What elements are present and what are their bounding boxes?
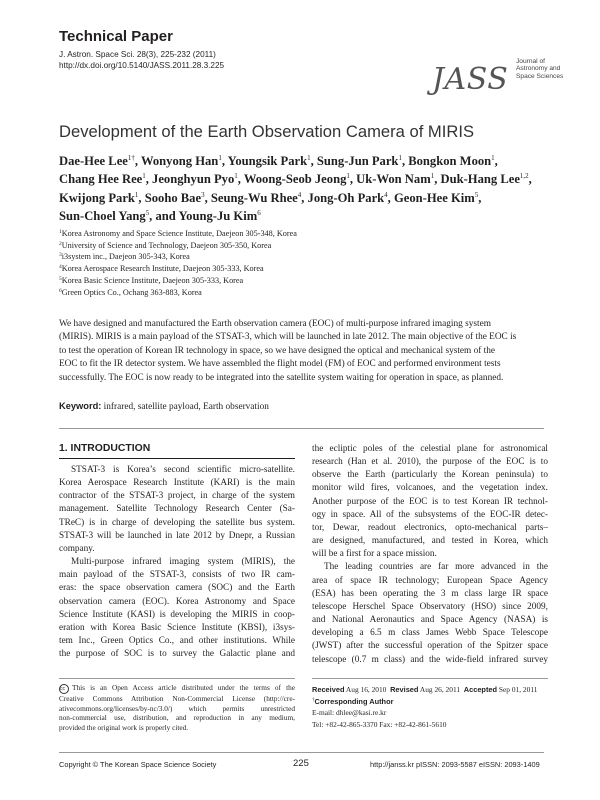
author-name: Youngsik Park [227,154,308,168]
affil-number: 4 [59,264,62,271]
author-name: Wonyong Han [140,154,219,168]
footnote-divider [59,678,295,679]
text-line: The leading countries are far more advanced in the [324,562,548,573]
text-line: are designed, manufactured, and tested in Korea, which [312,536,548,547]
affiliation [59,287,297,299]
author-line: Chang Hee Ree$^1$, Jeonghyun Pyo$^1$, Woong-Seob Jeong$^1$, Uk-Won Nam$^1$, Duk-Hang Lee$^{1,2}$, [59,172,532,187]
article-history [312,684,548,730]
affil-number: 5 [59,275,62,282]
author-affil-mark: 5 [145,209,150,218]
affil-text: Korea Aerospace Research Institute, Daejeon 305-333, Korea [61,264,264,274]
text-line: Science Institute (KASI) is developing the MIRIS in coop- [59,609,295,620]
text-line: observe the Earth (particularly the Korean peninsula) to [312,470,548,481]
author-name: Sun-Choel Yang [59,209,146,224]
license-line: provided the original work is properly cited. [59,722,189,732]
doi-link[interactable]: http://dx.doi.org/10.5140/JASS.2011.28.3.225 [59,61,225,70]
text-line: will be a first for a space mission. [312,549,437,560]
author-affil-mark: 4 [297,190,302,199]
abstract-line: EOC to fit the IR detector system. We have assembled the flight model (FM) of EOC and performed environment tests [59,359,501,370]
abstract-line: successfully. The EOC is now ready to be integrated into the satellite system waiting for operation in space, as planned. [59,372,504,383]
text-line: eras: the space observation camera (SOC) and the Earth [59,583,295,594]
text-line: (ESA) has been operating the 3 m class large IR space [312,588,548,599]
author-affil-mark: 1 [430,172,435,181]
affiliation [59,275,297,287]
affil-number: 3 [59,252,62,259]
author-name: Seung-Wu Rhee [210,190,298,205]
author-list [59,152,559,226]
section-heading: 1. INTRODUCTION [59,443,151,454]
text-line: tor, Dewar, readout electronics, opto-mechanical parts– [312,522,548,533]
text-line: and National Aeronautics and Space Agency (NASA) is [312,615,548,626]
text-line: STSAT-3 is Korea’s second scientific micro-satellite. [71,465,295,475]
email[interactable]: E-mail: dhlee@kasi.re.kr [312,708,387,718]
author-name: Sung-Jun Park [316,154,399,168]
author-name: Bongkon Moon [408,154,492,168]
text-line: contractor of the STSAT-3 project, in charge of the system [59,491,295,502]
author-affil-mark: 1 [142,172,146,181]
text-line: Multi-purpose infrared imaging system (MIRIS), the [71,557,295,568]
author-name: Uk-Won Nam [356,172,431,187]
text-line: area of space IR technology; European Space Agency [312,575,548,586]
text-line: telescope Herschel Space Observatory (HSO) since 2009, [312,601,548,612]
text-line: company. [59,543,95,554]
author-name: Young-Ju Kim [178,209,258,224]
journal-citation: J. Astron. Space Sci. 28(3), 225-232 (2011) [59,50,216,59]
license-line: Creative Commons Attribution Non-Commercial License (http://cre- [59,694,295,703]
author-name: Jong-Oh Park [307,190,385,205]
author-affil-mark: 1 [234,172,238,181]
text-line: the purpose of SOC is to survey the Galactic plane and [59,649,295,660]
section-underline [59,458,295,459]
text-line: research (Han et al. 2010), the purpose of the EOC is to [312,457,548,468]
keyword-text: infrared, satellite payload, Earth observation [101,402,269,412]
text-line: the ecliptic poles of the celestial plane for astronomical [312,444,548,454]
text-line: eration with Korea Basic Science Institute (KBSI), i3sys- [59,622,295,633]
affil-number: 1 [59,229,62,235]
corresponding-author: †Corresponding Author [312,696,394,706]
dates-line: Received Aug 16, 2010 Revised Aug 26, 2011 Accepted Sep 01, 2011 [312,685,538,694]
logo-subtitle: Journal of Astronomy and Space Sciences [516,58,564,80]
text-line: main payload of the STSAT-3, consists of two IR cam- [59,570,295,581]
author-affil-mark: 1 [398,154,402,162]
affiliation-list [59,228,297,298]
text-line: observation camera (EOC). Korea Astronomy and Space [59,596,295,607]
affil-text: Korea Basic Science Institute, Daejeon 305-333, Korea [61,275,244,285]
journal-logo [432,54,562,100]
paper-title: Development of the Earth Observation Camera of MIRIS [59,122,475,141]
text-line: Korea Aerospace Research Institute (KARI) is the main [59,478,295,489]
affil-text: i3system inc., Daejeon 305-343, Korea [61,252,190,262]
text-line: ogy in space. All of the subsystems of the EOC-IR detec- [312,509,548,520]
author-line: Kwijong Park$^1$, Sooho Bae$^3$, Seung-Wu Rhee$^4$, Jong-Oh Park$^4$, Geon-Hee Kim$^5$, [59,190,482,205]
author-affil-mark: 1 [346,172,350,181]
affil-text: University of Science and Technology, Daejeon 305-350, Korea [61,240,272,250]
footnote-divider [312,678,548,679]
left-column-text [59,464,295,661]
text-line: STSAT-3 will be launched in late 2012 by Dnepr, a Russian [59,530,295,541]
author-affil-mark: 5 [474,190,479,199]
journal-issn: http://janss.kr pISSN: 2093-5587 eISSN: 2093-1409 [370,760,540,769]
author-affil-mark: 4 [384,190,388,199]
affiliation [59,251,297,263]
author-line: Dae-Hee Lee$^{1\dagger}$, Wonyong Han$^1$, Youngsik Park$^1$, Sung-Jun Park$^1$, Bongkon Moon$^1$, [59,154,498,168]
affil-text: Korea Astronomy and Space Science Institute, Daejeon 305-348, Korea [61,229,297,238]
author-name: Kwijong Park [59,190,135,205]
text-line: TReC) is in charge of developing the satellite bus system. [59,517,295,528]
affil-number: 6 [59,287,62,294]
text-line: telescope (0.7 m class) and the wide-field infrared survey [312,654,548,665]
license-line: cc This is an Open Access article distributed under the terms of the [60,683,295,692]
logo-wordmark: JASS [432,62,509,97]
license-line: non-commercial use, distribution, and reproduction in any medium, [59,713,295,723]
article-type: Technical Paper [59,28,173,45]
abstract-line: (MIRIS). MIRIS is a main payload of the STSAT-3, which will be launched in late 2012. The main objective of the EOC is [59,332,517,343]
author-name: Woong-Seob Jeong [243,172,347,187]
keywords [59,401,269,412]
affiliation [59,263,297,275]
footer-divider [59,752,544,753]
abstract-line: We have designed and manufactured the Earth observation camera (EOC) of multi-purpose infrared imaging system [59,319,491,329]
abstract [59,318,544,385]
cc-icon: cc [59,684,69,694]
author-affil-mark: 1 [218,154,222,162]
text-line: monitor wild fires, volcanoes, and the vegetation index. [312,483,548,494]
keyword-label: Keyword: [59,401,102,411]
author-affil-mark: 1 [134,190,139,199]
text-line: (JWST) after the successful operation of the Spitzer space [312,641,548,652]
affil-text: Green Optics Co., Ochang 363-883, Korea [61,287,202,297]
author-affil-mark: 6 [257,209,261,218]
text-line: Another purpose of the EOC is to test Korean IR technol- [312,496,548,507]
author-affil-mark: 1 [307,154,311,162]
license-line: ativecommons.org/licenses/by-nc/3.0/) which permits unrestricted [59,703,295,713]
divider [59,428,544,429]
author-line: Sun-Choel Yang$^5$, and Young-Ju Kim$^6$ [59,209,261,224]
text-line: developing a 6.5 m class James Webb Space Telescope [312,628,548,639]
author-name: Geon-Hee Kim [393,190,475,205]
author-name: Chang Hee Ree [59,172,143,187]
affiliation [59,240,297,252]
author-name: Jeonghyun Pyo [152,172,235,187]
phone-fax: Tel: +82-42-865-3370 Fax: +82-42-861-5610 [312,719,447,729]
author-name: Dae-Hee Lee [59,154,128,168]
author-affil-mark: 1 [491,154,495,162]
text-line: tem Inc., Green Optics Co., and other institutions. While [59,636,295,647]
author-affil-mark: 1,2 [519,172,529,181]
text-line: management. Satellite Technology Research Center (Sa- [59,504,295,515]
license-note [59,683,295,732]
page-number: 225 [293,758,309,769]
affil-number: 2 [59,240,62,247]
affiliation [59,228,297,240]
author-affil-mark: 1† [127,154,135,162]
author-name: Duk-Hang Lee [440,172,520,187]
copyright: Copyright © The Korean Space Science Society [59,760,217,769]
right-column-text [312,443,548,667]
abstract-line: to test the operation of Korean IR technology in space, so we have designed the optical and mechanical system of the [59,345,496,356]
author-affil-mark: 3 [201,190,205,199]
author-name: Sooho Bae [144,190,202,205]
